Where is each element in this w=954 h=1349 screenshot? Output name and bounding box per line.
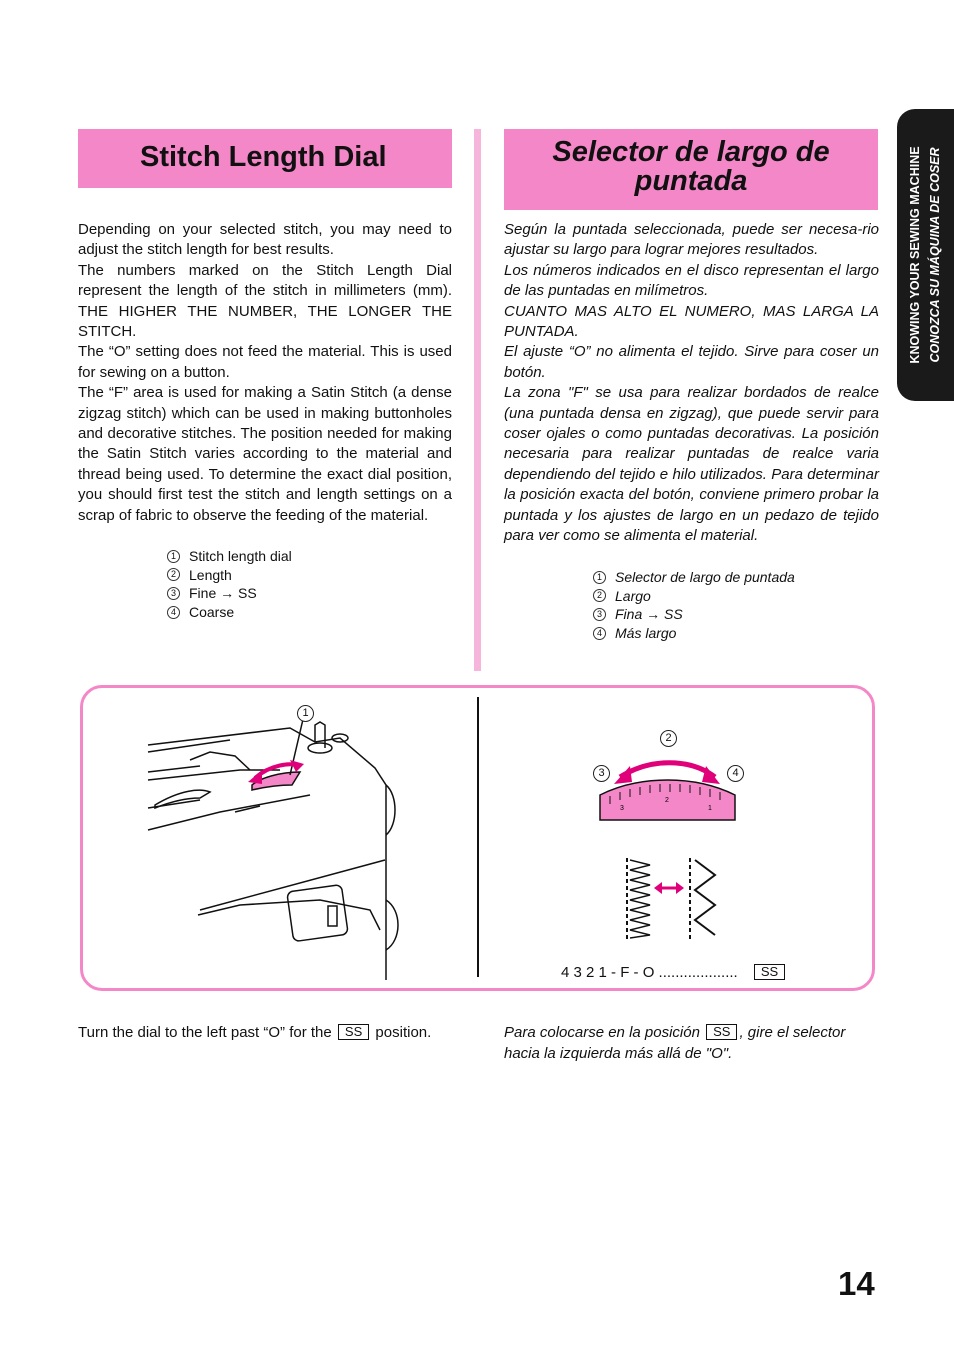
callout-number: 1 xyxy=(593,571,606,584)
english-paragraph: The “O” setting does not feed the material. This is used for sewing on a button. xyxy=(78,343,452,381)
callout-3: 3 xyxy=(593,765,610,782)
spanish-paragraph: Según la puntada seleccionada, puede ser necesa-rio ajustar su largo para lograr mejores resultados. xyxy=(504,221,879,259)
english-paragraph: The numbers marked on the Stitch Length Dial represent the length of the stitch in millimeters (mm). THE HIGHER THE NUMBER, THE LONGER THE STITCH. xyxy=(78,261,452,341)
english-caption-before: Turn the dial to the left past “O” for the xyxy=(78,1024,332,1041)
dial-mark-3: 3 xyxy=(620,805,624,812)
legend-label: Fina → SS xyxy=(615,606,683,623)
dial-mark-2: 2 xyxy=(665,797,669,804)
spanish-paragraph: CUANTO MAS ALTO EL NUMERO, MAS LARGA LA PUNTADA. xyxy=(504,302,879,341)
english-body xyxy=(78,220,452,526)
legend-item xyxy=(593,624,795,643)
page-number: 14 xyxy=(838,1265,875,1302)
callout-number: 3 xyxy=(167,587,180,600)
illustration-divider xyxy=(477,697,479,977)
ss-badge: SS xyxy=(754,964,785,980)
spanish-caption xyxy=(504,1022,884,1064)
spanish-title-banner xyxy=(504,129,878,210)
legend-label: Más largo xyxy=(615,624,677,641)
legend-item xyxy=(167,584,292,603)
english-caption xyxy=(78,1022,431,1043)
legend-label: Fine → SS xyxy=(189,585,257,602)
callout-number: 2 xyxy=(167,568,180,581)
dial-sequence xyxy=(561,964,787,981)
sewing-machine-illustration xyxy=(140,700,470,980)
column-divider xyxy=(474,129,481,671)
stitch-length-dial-diagram xyxy=(590,750,750,950)
spanish-legend xyxy=(593,568,795,642)
section-tab-en: KNOWING YOUR SEWING MACHINE xyxy=(908,146,922,364)
callout-2: 2 xyxy=(660,730,677,747)
callout-number: 4 xyxy=(593,627,606,640)
callout-number: 4 xyxy=(167,606,180,619)
ss-badge: SS xyxy=(706,1024,737,1040)
spanish-title xyxy=(504,129,878,196)
english-title: Stitch Length Dial xyxy=(140,141,387,173)
english-paragraph: Depending on your selected stitch, you may need to adjust the stitch length for best results. xyxy=(78,221,452,259)
legend-item xyxy=(167,603,292,622)
spanish-paragraph: El ajuste “O” no alimenta el tejido. Sirve para coser un botón. xyxy=(504,343,879,381)
legend-label: Stitch length dial xyxy=(189,548,292,564)
english-caption-after: position. xyxy=(375,1024,432,1041)
callout-1: 1 xyxy=(297,705,314,722)
spanish-body xyxy=(504,220,879,547)
callout-number: 3 xyxy=(593,608,606,621)
callout-number: 1 xyxy=(167,550,180,563)
spanish-paragraph: La zona "F" se usa para realizar bordados de realce (una puntada densa en zigzag), que puede servir para coser ojales o como puntadas decorativas. La posición necesaria para realizar puntadas de realce varia dependiendo del tejido e hilo utilizados. Para determinar la posición exacta del botón, conviene primero probar la puntada y los ajustes de largo en un pedazo de tejido para ver como se alimenta el material. xyxy=(504,384,879,545)
english-title-banner xyxy=(78,129,452,188)
section-tab-es: CONOZCA SU MÁQUINA DE COSER xyxy=(928,147,942,363)
legend-item xyxy=(167,566,292,585)
spanish-caption-after: , gire el selector hacia la izquierda más allá de "O". xyxy=(504,1024,846,1062)
english-paragraph: The “F” area is used for making a Satin Stitch (a dense zigzag stitch) which can be used in making buttonholes and decorative stitches. The position needed for making the Satin Stitch varies according to the material and thread being used. To determine the exact dial position, you should first test the stitch and length settings on a scrap of fabric to observe the feeding of the material. xyxy=(78,384,452,524)
legend-item xyxy=(593,568,795,587)
legend-item xyxy=(593,587,795,606)
legend-label: Length xyxy=(189,566,232,583)
spanish-paragraph: Los números indicados en el disco representan el largo de las puntadas en milímetros. xyxy=(504,261,879,300)
spanish-title-line2: puntada xyxy=(634,165,748,197)
dial-sequence-text: 4 3 2 1 - F - O ................... xyxy=(561,964,738,981)
legend-label: Coarse xyxy=(189,603,235,620)
spanish-caption-before: Para colocarse en la posición xyxy=(504,1024,700,1041)
dial-mark-1: 1 xyxy=(708,805,712,812)
english-legend xyxy=(167,547,292,621)
callout-4: 4 xyxy=(727,765,744,782)
ss-badge: SS xyxy=(338,1024,369,1040)
callout-number: 2 xyxy=(593,589,606,602)
legend-label: Largo xyxy=(615,587,651,604)
legend-label: Selector de largo de puntada xyxy=(615,569,795,585)
legend-item xyxy=(593,605,795,624)
section-tab xyxy=(897,109,954,401)
spanish-title-line1: Selector de largo de xyxy=(552,136,830,168)
legend-item xyxy=(167,547,292,566)
